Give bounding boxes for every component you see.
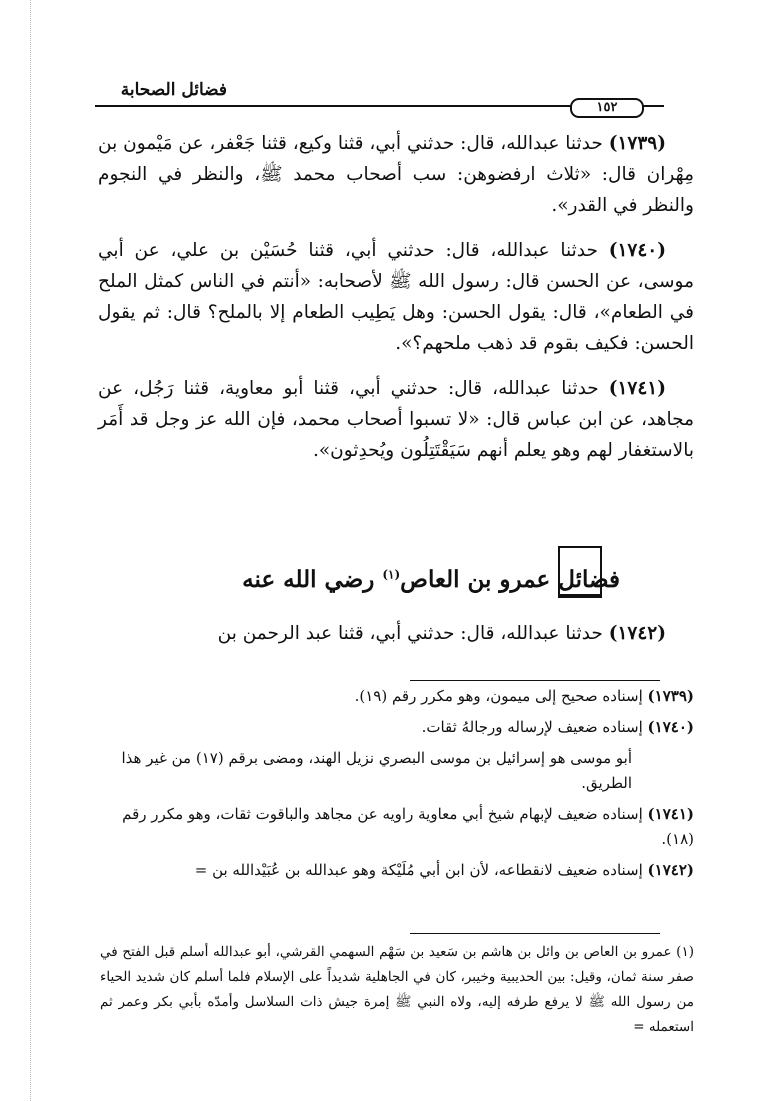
footnote-separator [410, 933, 660, 934]
note-text: إسناده ضعيف لانقطاعه، لأن ابن أبي مُلَيْكة وهو عبدالله بن عُبَيْدالله بن = [194, 861, 648, 879]
note-item [100, 715, 694, 740]
note-item [100, 802, 694, 852]
note-text: أبو موسى هو إسرائيل بن موسى البصري نزيل الهند، ومضى برقم (١٧) من غير هذا الطريق. [121, 749, 632, 792]
hadith-text: حدثنا عبدالله، قال: حدثني أبي، قثنا أبو معاوية، قثنا رَجُل، عن مجاهد، عن ابن عباس قال: «لا تسبوا أصحاب محمد، فإن الله عز وجل قد أَمَر بالاستغفار لهم وهو يعلم أنهم سَيَقْتَتِلُون ويُحدِثون». [98, 378, 694, 461]
note-number: (١٧٤٢) [647, 861, 694, 879]
note-number: (١٧٣٩) [647, 687, 694, 705]
hadith-text: حدثنا عبدالله، قال: حدثني أبي، قثنا عبد الرحمن بن [217, 623, 609, 644]
hadith-number: (١٧٤٠) [608, 240, 666, 261]
main-text [98, 128, 694, 480]
note-text: إسناده ضعيف لإبهام شيخ أبي معاوية راويه عن مجاهد والباقوت ثقات، وهو مكرر رقم (١٨). [122, 805, 694, 848]
note-text: إسناده ضعيف لإرساله ورجالهُ ثقات. [421, 718, 648, 736]
footnote-text: عمرو بن العاص بن وائل بن هاشم بن سَعيد بن سَهْم السهمي القرشي، أبو عبدالله أسلم قبل الفتح في صفر سنة ثمان، وقيل: بين الحديبية وخيبر، كان في الجاهلية شديداً على الإسلام فلما أسلم كان شديد الحياء من رسول الله ﷺ لا يرفع طرفه إليه، ولاه النبي ﷺ إمرة جيش ذات السلاسل وأمدّه بأبي بكر وعمر ثم استعمله = [100, 944, 694, 1035]
footnote-number: (١) [676, 944, 694, 960]
note-item [100, 858, 694, 883]
hadith-text: حدثنا عبدالله، قال: حدثني أبي، قثنا وكيع، قثنا جَعْفر، عن مَيْمون بن مِهْران قال: «ثلاث ارفضوهن: سب أصحاب محمد ﷺ، والنظر في النجوم والنظر في القدر». [98, 133, 694, 216]
hadith-paragraph [98, 128, 694, 221]
page-number: ١٥٢ [570, 98, 644, 118]
note-item [100, 746, 694, 796]
note-item [100, 684, 694, 709]
margin-guide [30, 0, 31, 1101]
section-heading-suffix: رضي الله عنه [242, 566, 383, 593]
hadith-paragraph [98, 373, 694, 466]
note-number: (١٧٤٠) [647, 718, 694, 736]
section-heading-text: فضائل عمرو بن العاص [400, 566, 620, 593]
running-header-title: فضائل الصحابة [120, 80, 227, 100]
hadith-number: (١٧٣٩) [608, 133, 666, 154]
hadith-text: حدثنا عبدالله، قال: حدثني أبي، قثنا حُسَيْن بن علي، عن أبي موسى، عن الحسن قال: رسول الله ﷺ لأصحابه: «أنتم في الناس كمثل الملح في الطعام»، قال: يقول الحسن: وهل يَطِيب الطعام إلا بالملح؟ قال: ثم يقول الحسن: فكيف بقوم قد ذهب ملحهم؟». [98, 240, 694, 354]
main-text-continued [98, 618, 694, 663]
note-text: إسناده صحيح إلى ميمون، وهو مكرر رقم (١٩). [354, 687, 648, 705]
takhrij-notes [100, 684, 694, 889]
footnote-ref: (١) [382, 567, 401, 582]
hadith-paragraph [98, 618, 694, 649]
note-number: (١٧٤١) [647, 805, 694, 823]
notes-separator [410, 680, 660, 681]
footnote [100, 940, 694, 1040]
hadith-number: (١٧٤٢) [608, 623, 666, 644]
hadith-number: (١٧٤١) [608, 378, 666, 399]
section-heading [200, 566, 620, 610]
hadith-paragraph [98, 235, 694, 359]
